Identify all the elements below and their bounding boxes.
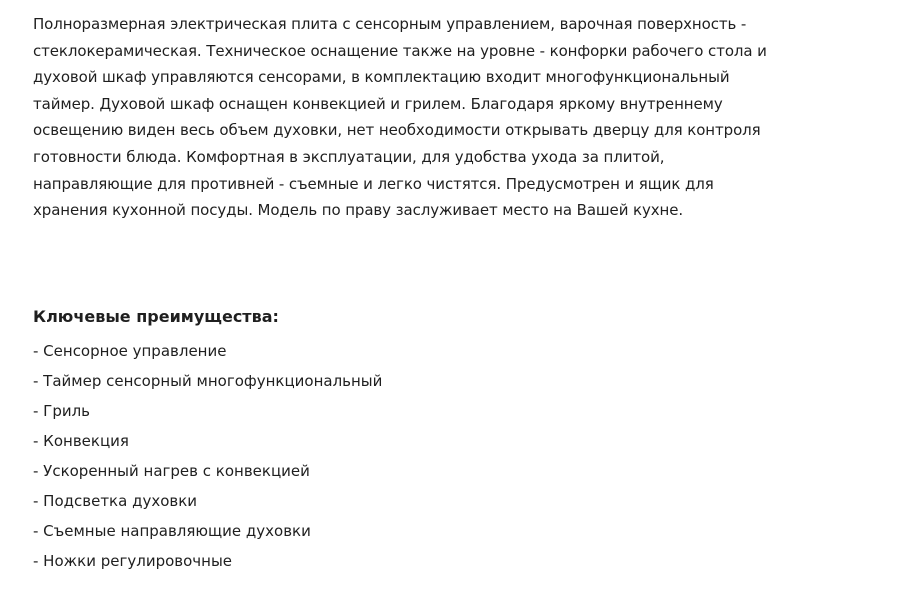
product-description	[33, 11, 889, 224]
description-line: хранения кухонной посуды. Модель по праву заслуживает место на Вашей кухне.	[33, 201, 684, 220]
product-description-section	[33, 11, 889, 570]
description-line: готовности блюда. Комфортная в эксплуатации, для удобства ухода за плитой,	[33, 147, 665, 166]
key-advantages-list	[33, 336, 382, 576]
advantage-item: - Ножки регулировочные	[33, 552, 233, 570]
advantage-item: - Сенсорное управление	[33, 342, 227, 360]
description-line: стеклокерамическая. Техническое оснащение также на уровне - конфорки рабочего стола и	[33, 41, 767, 60]
description-line: направляющие для противней - съемные и легко чистятся. Предусмотрен и ящик для	[33, 174, 714, 193]
advantage-item: - Ускоренный нагрев с конвекцией	[33, 462, 310, 480]
advantage-item: - Таймер сенсорный многофункциональный	[33, 372, 383, 390]
description-line: духовой шкаф управляются сенсорами, в комплектацию входит многофункциональный	[33, 68, 730, 87]
advantage-item: - Конвекция	[33, 432, 129, 450]
advantage-item: - Подсветка духовки	[33, 492, 198, 510]
description-line: Полноразмерная электрическая плита с сенсорным управлением, варочная поверхность -	[33, 15, 747, 33]
key-advantages-heading: Ключевые преимущества:	[33, 307, 279, 326]
advantage-item: - Гриль	[33, 402, 91, 420]
advantage-item: - Съемные направляющие духовки	[33, 522, 311, 540]
description-line: освещению виден весь объем духовки, нет необходимости открывать дверцу для контроля	[33, 121, 761, 140]
description-line: таймер. Духовой шкаф оснащен конвекцией и грилем. Благодаря яркому внутреннему	[33, 94, 723, 113]
